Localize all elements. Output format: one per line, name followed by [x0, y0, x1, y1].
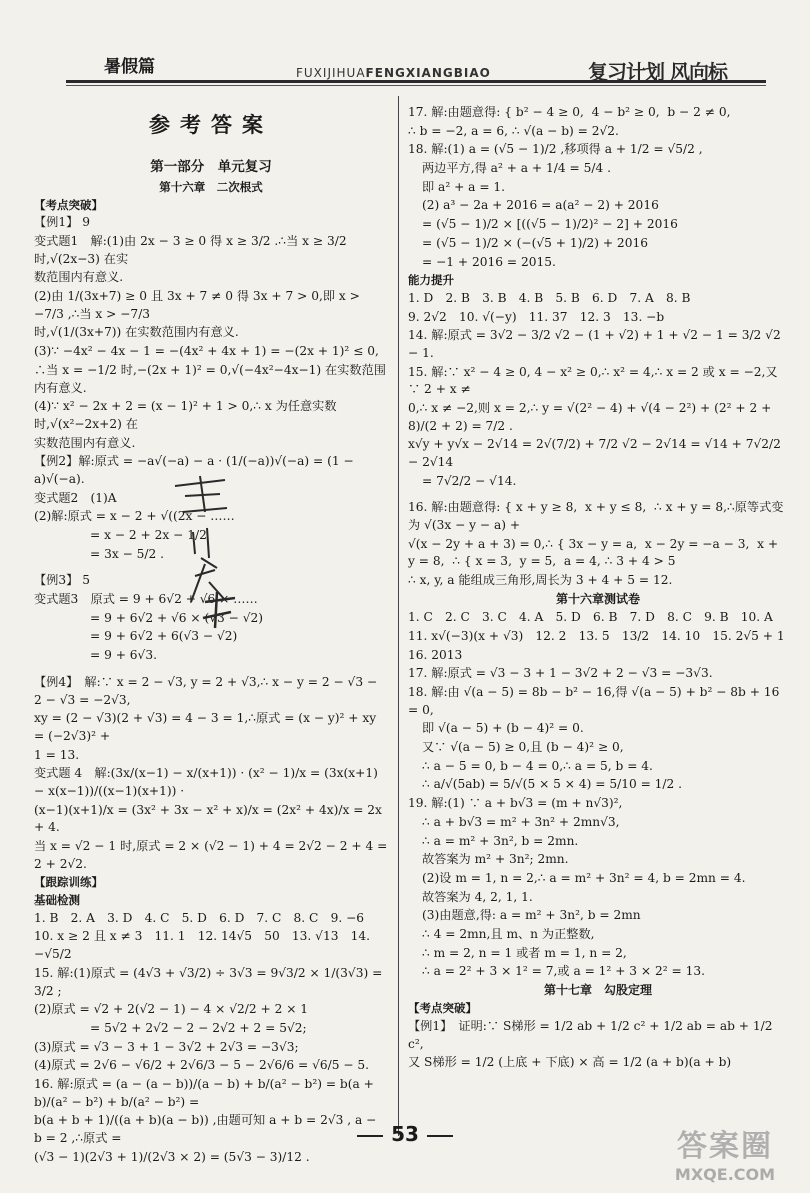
answer-line: (3)原式 = √3 − 3 + 1 − 3√2 + 2√3 = −3√3;: [34, 1039, 299, 1054]
answer-line: b(a + b + 1)/((a + b)(a − b)) ,由题可知 a + b = 2√3 , a − b = 2 ,∴原式 =: [34, 1113, 381, 1145]
answer-line: (2)原式 = √2 + 2(√2 − 1) − 4 × √2/2 + 2 × 1: [34, 1002, 309, 1017]
answer-line: 17. 解:原式 = √3 − 3 + 1 − 3√2 + 2 − √3 = −3√3.: [408, 666, 713, 681]
left-column: [34, 104, 392, 1167]
answer-line: = (√5 − 1)/2 × [((√5 − 1)/2)² − 2] + 2016: [422, 217, 678, 232]
answer-line: xy = (2 − √3)(2 + √3) = 4 − 3 = 1,∴原式 = (x − y)² + xy = (−2√3)² +: [34, 711, 381, 743]
answer-line: x√y + y√x − 2√14 = 2√(7/2) + 7/2 √2 − 2√14 = √14 + 7√2/2 − 2√14: [408, 437, 785, 470]
answer-line: 0,∴ x ≠ −2,则 x = 2,∴ y = √(2² − 4) + √(4 − 2²) + (2² + 2 + 8)/(2 + 2) = 7/2 .: [408, 400, 776, 433]
chapter-heading-17: 第十七章 勾股定理: [543, 983, 652, 997]
answer-line: ∴ a = m² + 3n², b = 2mn.: [422, 833, 579, 848]
answer-line: 变式题1 解:(1)由 2x − 3 ≥ 0 得 x ≥ 3/2 .∴当 x ≥ 3/2 时,√(2x−3) 在实: [34, 234, 351, 266]
answer-line: 1 = 13.: [34, 747, 80, 762]
answer-line: (2)由 1/(3x+7) ≥ 0 且 3x + 7 ≠ 0 得 3x + 7 > 0,即 x > −7/3 ,∴当 x > −7/3: [34, 289, 364, 321]
subsection-heading: 能力提升: [408, 273, 454, 288]
answer-line: (4)∵ x² − 2x + 2 = (x − 1)² + 1 > 0,∴ x 为任意实数时,√(x²−2x+2) 在: [34, 399, 337, 431]
answer-line: = 9 + 6√3.: [90, 648, 157, 663]
answer-line: (2)设 m = 1, n = 2,∴ a = m² + 3n² = 4, b = 2mn = 4.: [422, 870, 746, 885]
answer-line: 17. 解:由题意得: { b² − 4 ≥ 0, 4 − b² ≥ 0, b − 2 ≠ 0,: [408, 105, 731, 119]
answer-line: 【例2】解:原式 = −a√(−a) − a · (1/(−a))√(−a) = (1 − a)√(−a).: [34, 454, 358, 486]
answer-line: 15. 解:∵ x² − 4 ≥ 0, 4 − x² ≥ 0,∴ x² = 4,∴ x = 2 或 x = −2,又∵ 2 + x ≠: [408, 364, 778, 397]
answer-line: 故答案为 4, 2, 1, 1.: [422, 889, 533, 904]
section-heading: 【考点突破】: [34, 197, 103, 212]
answer-line: 14. 解:原式 = 3√2 − 3/2 √2 − (1 + √2) + 1 + √2 − 1 = 3/2 √2 − 1.: [408, 328, 785, 360]
answer-line: 16. 解:原式 = (a − (a − b))/(a − b) + b/(a² − b²) = b(a + b)/(a² − b²) + b/(a² − b²) =: [34, 1076, 378, 1109]
answer-line: 【例1】 证明:∵ S梯形 = 1/2 ab + 1/2 c² + 1/2 ab = ab + 1/2 c²,: [408, 1019, 777, 1051]
answer-line: 即 a² + a = 1.: [422, 179, 506, 194]
subsection-heading: 基础检测: [34, 893, 80, 908]
answer-line: 故答案为 m² + 3n²; 2mn.: [422, 852, 569, 867]
header-rule: [66, 80, 766, 83]
answer-line: 9. 2√2 10. √(−y) 11. 37 12. 3 13. −b: [408, 309, 665, 324]
answer-line: ∴ a − 5 = 0, b − 4 = 0,∴ a = 5, b = 4.: [422, 758, 653, 773]
answer-line: = 9 + 6√2 + 6(√3 − √2): [90, 629, 238, 644]
answer-line: ∴ a = 2² + 3 × 1² = 7,或 a = 1² + 3 × 2² = 13.: [422, 964, 705, 979]
answer-line: 11. x√(−3)(x + √3) 12. 2 13. 5 13/2 14. 10 15. 2√5 + 1: [408, 628, 785, 643]
answer-line: (3)由题意,得: a = m² + 3n², b = 2mn: [422, 908, 641, 923]
answer-line: √(x − 2y + a + 3) = 0,∴ { 3x − y = a, x − 2y = −a − 3, x + y = 8, ∴ { x = 3, y = 5, a = 4, ∴ 3 + 4 > 5: [408, 536, 782, 569]
answer-line: ∴ m = 2, n = 1 或者 m = 1, n = 2,: [422, 945, 627, 960]
answer-line: = −1 + 2016 = 2015.: [422, 254, 556, 269]
answer-line: ∴ a/√(5ab) = 5/√(5 × 5 × 4) = 5/10 = 1/2 .: [422, 777, 683, 792]
answer-line: 变式题3 原式 = 9 + 6√2 + √6 × ……: [34, 592, 258, 607]
answer-line: 16. 解:由题意得: { x + y ≥ 8, x + y ≤ 8, ∴ x + y = 8,∴原等式变为 √(3x − y − a) +: [408, 500, 784, 533]
answer-line: 1. D 2. B 3. B 4. B 5. B 6. D 7. A 8. B: [408, 290, 691, 305]
answer-line: = 5√2 + 2√2 − 2 − 2√2 + 2 = 5√2;: [90, 1020, 307, 1035]
answer-line: 19. 解:(1) ∵ a + b√3 = (m + n√3)²,: [408, 796, 623, 811]
header-pinyin: [296, 66, 491, 80]
answer-line: 18. 解:由 √(a − 5) = 8b − b² − 16,得 √(a − 5) + b² − 8b + 16 = 0,: [408, 685, 784, 717]
answer-line: 1. B 2. A 3. D 4. C 5. D 6. D 7. C 8. C 9. −6: [34, 910, 365, 925]
answer-line: ∴ b = −2, a = 6, ∴ √(a − b) = 2√2.: [408, 123, 619, 138]
section-heading: 【跟踪训练】: [34, 875, 103, 890]
answer-line: ∴ 4 = 2mn,且 m、n 为正整数,: [422, 926, 595, 941]
answer-line: = 3x − 5/2 .: [90, 546, 165, 561]
answer-line: 【例1】 9: [34, 215, 90, 230]
answer-line: (4)原式 = 2√6 − √6/2 + 2√6/3 − 5 − 2√6/6 = √6/5 − 5.: [34, 1058, 370, 1073]
answer-line: ∴当 x = −1/2 时,−(2x + 1)² = 0,√(−4x²−4x−1) 在实数范围内有意义.: [34, 362, 386, 395]
header-tag: 暑假篇: [104, 57, 155, 77]
answer-line: (x−1)(x+1)/x = (3x² + 3x − x² + x)/x = (2x² + 4x)/x = 2x + 4.: [34, 802, 386, 835]
answer-line: 变式题2 (1)A: [34, 490, 117, 505]
answer-line: 数范围内有意义.: [34, 270, 124, 285]
answer-line: 变式题 4 解:(3x/(x−1) − x/(x+1)) · (x² − 1)/x = (3x(x+1) − x(x−1))/((x−1)(x+1)) ·: [34, 766, 382, 798]
header-pinyin-bold: FENGXIANGBIAO: [365, 66, 491, 80]
answer-line: 两边平方,得 a² + a + 1/4 = 5/4 .: [422, 161, 611, 176]
answer-line: ∴ a + b√3 = m² + 3n² + 2mn√3,: [422, 814, 620, 829]
answer-line: 当 x = √2 − 1 时,原式 = 2 × (√2 − 1) + 4 = 2√2 − 2 + 4 = 2 + 2√2.: [34, 839, 392, 871]
handwriting-scribble: [165, 472, 255, 632]
part-heading: 第一部分 单元复习: [150, 159, 272, 176]
answer-line: 【例3】 5: [34, 573, 90, 588]
answer-line: 15. 解:(1)原式 = (4√3 + √3/2) ÷ 3√3 = 9√3/2 × 1/(3√3) = 3/2 ;: [34, 965, 387, 998]
header-pinyin-light: FUXIJIHUA: [296, 66, 366, 80]
answer-line: (√3 − 1)(2√3 + 1)/(2√3 × 2) = (5√3 − 3)/12 .: [34, 1149, 310, 1164]
section-heading: 【考点突破】: [408, 1001, 477, 1016]
page-number: 53: [0, 1122, 810, 1146]
answer-line: 16. 2013: [408, 647, 463, 662]
answer-line: 即 √(a − 5) + (b − 4)² = 0.: [422, 721, 584, 736]
header-brand-logo: 复习计划 风向标: [588, 60, 727, 84]
answer-line: 10. x ≥ 2 且 x ≠ 3 11. 1 12. 14√5 50 13. √13 14. −√5/2: [34, 929, 374, 962]
answer-line: ∴ x, y, a 能组成三角形,周长为 3 + 4 + 5 = 12.: [408, 573, 673, 588]
answer-line: 【例4】 解:∵ x = 2 − √3, y = 2 + √3,∴ x − y = 2 − √3 − 2 − √3 = −2√3,: [34, 674, 382, 707]
header-rule-thin: [66, 85, 766, 86]
answer-line: 1. C 2. C 3. C 4. A 5. D 6. B 7. D 8. C 9. B 10. A: [408, 610, 773, 625]
watermark-cn: 答案圈: [677, 1129, 773, 1164]
answer-line: 又∵ √(a − 5) ≥ 0,且 (b − 4)² ≥ 0,: [422, 740, 624, 755]
answer-line: 18. 解:(1) a = (√5 − 1)/2 ,移项得 a + 1/2 = √5/2 ,: [408, 142, 703, 157]
chapter-heading: 第十六章 二次根式: [159, 180, 263, 194]
page-title: 参考答案: [149, 113, 273, 137]
column-divider: [398, 96, 399, 1136]
watermark-url: MXQE.COM: [674, 1165, 776, 1184]
answer-line: = 7√2/2 − √14.: [422, 473, 517, 488]
answer-line: (2) a³ − 2a + 2016 = a(a² − 2) + 2016: [422, 198, 659, 213]
answer-line: 又 S梯形 = 1/2 (上底 + 下底) × 高 = 1/2 (a + b)(a + b): [408, 1055, 732, 1070]
watermark-logo: [650, 1121, 800, 1187]
page-header: [0, 0, 810, 100]
answer-line: = 9 + 6√2 + √6 × (√3 − √2): [90, 610, 264, 625]
answer-line: (2)解:原式 = x − 2 + √((2x − ……: [34, 509, 235, 524]
answer-line: = (√5 − 1)/2 × (−(√5 + 1)/2) + 2016: [422, 235, 648, 250]
answer-line: (3)∵ −4x² − 4x − 1 = −(4x² + 4x + 1) = −(2x + 1)² ≤ 0,: [34, 344, 379, 359]
right-column: [408, 104, 788, 1073]
answer-line: = x − 2 + 2x − 1/2: [90, 528, 207, 543]
answer-line: 时,√(1/(3x+7)) 在实数范围内有意义.: [34, 325, 239, 340]
answer-line: 实数范围内有意义.: [34, 435, 136, 450]
test-heading: 第十六章测试卷: [555, 591, 640, 606]
